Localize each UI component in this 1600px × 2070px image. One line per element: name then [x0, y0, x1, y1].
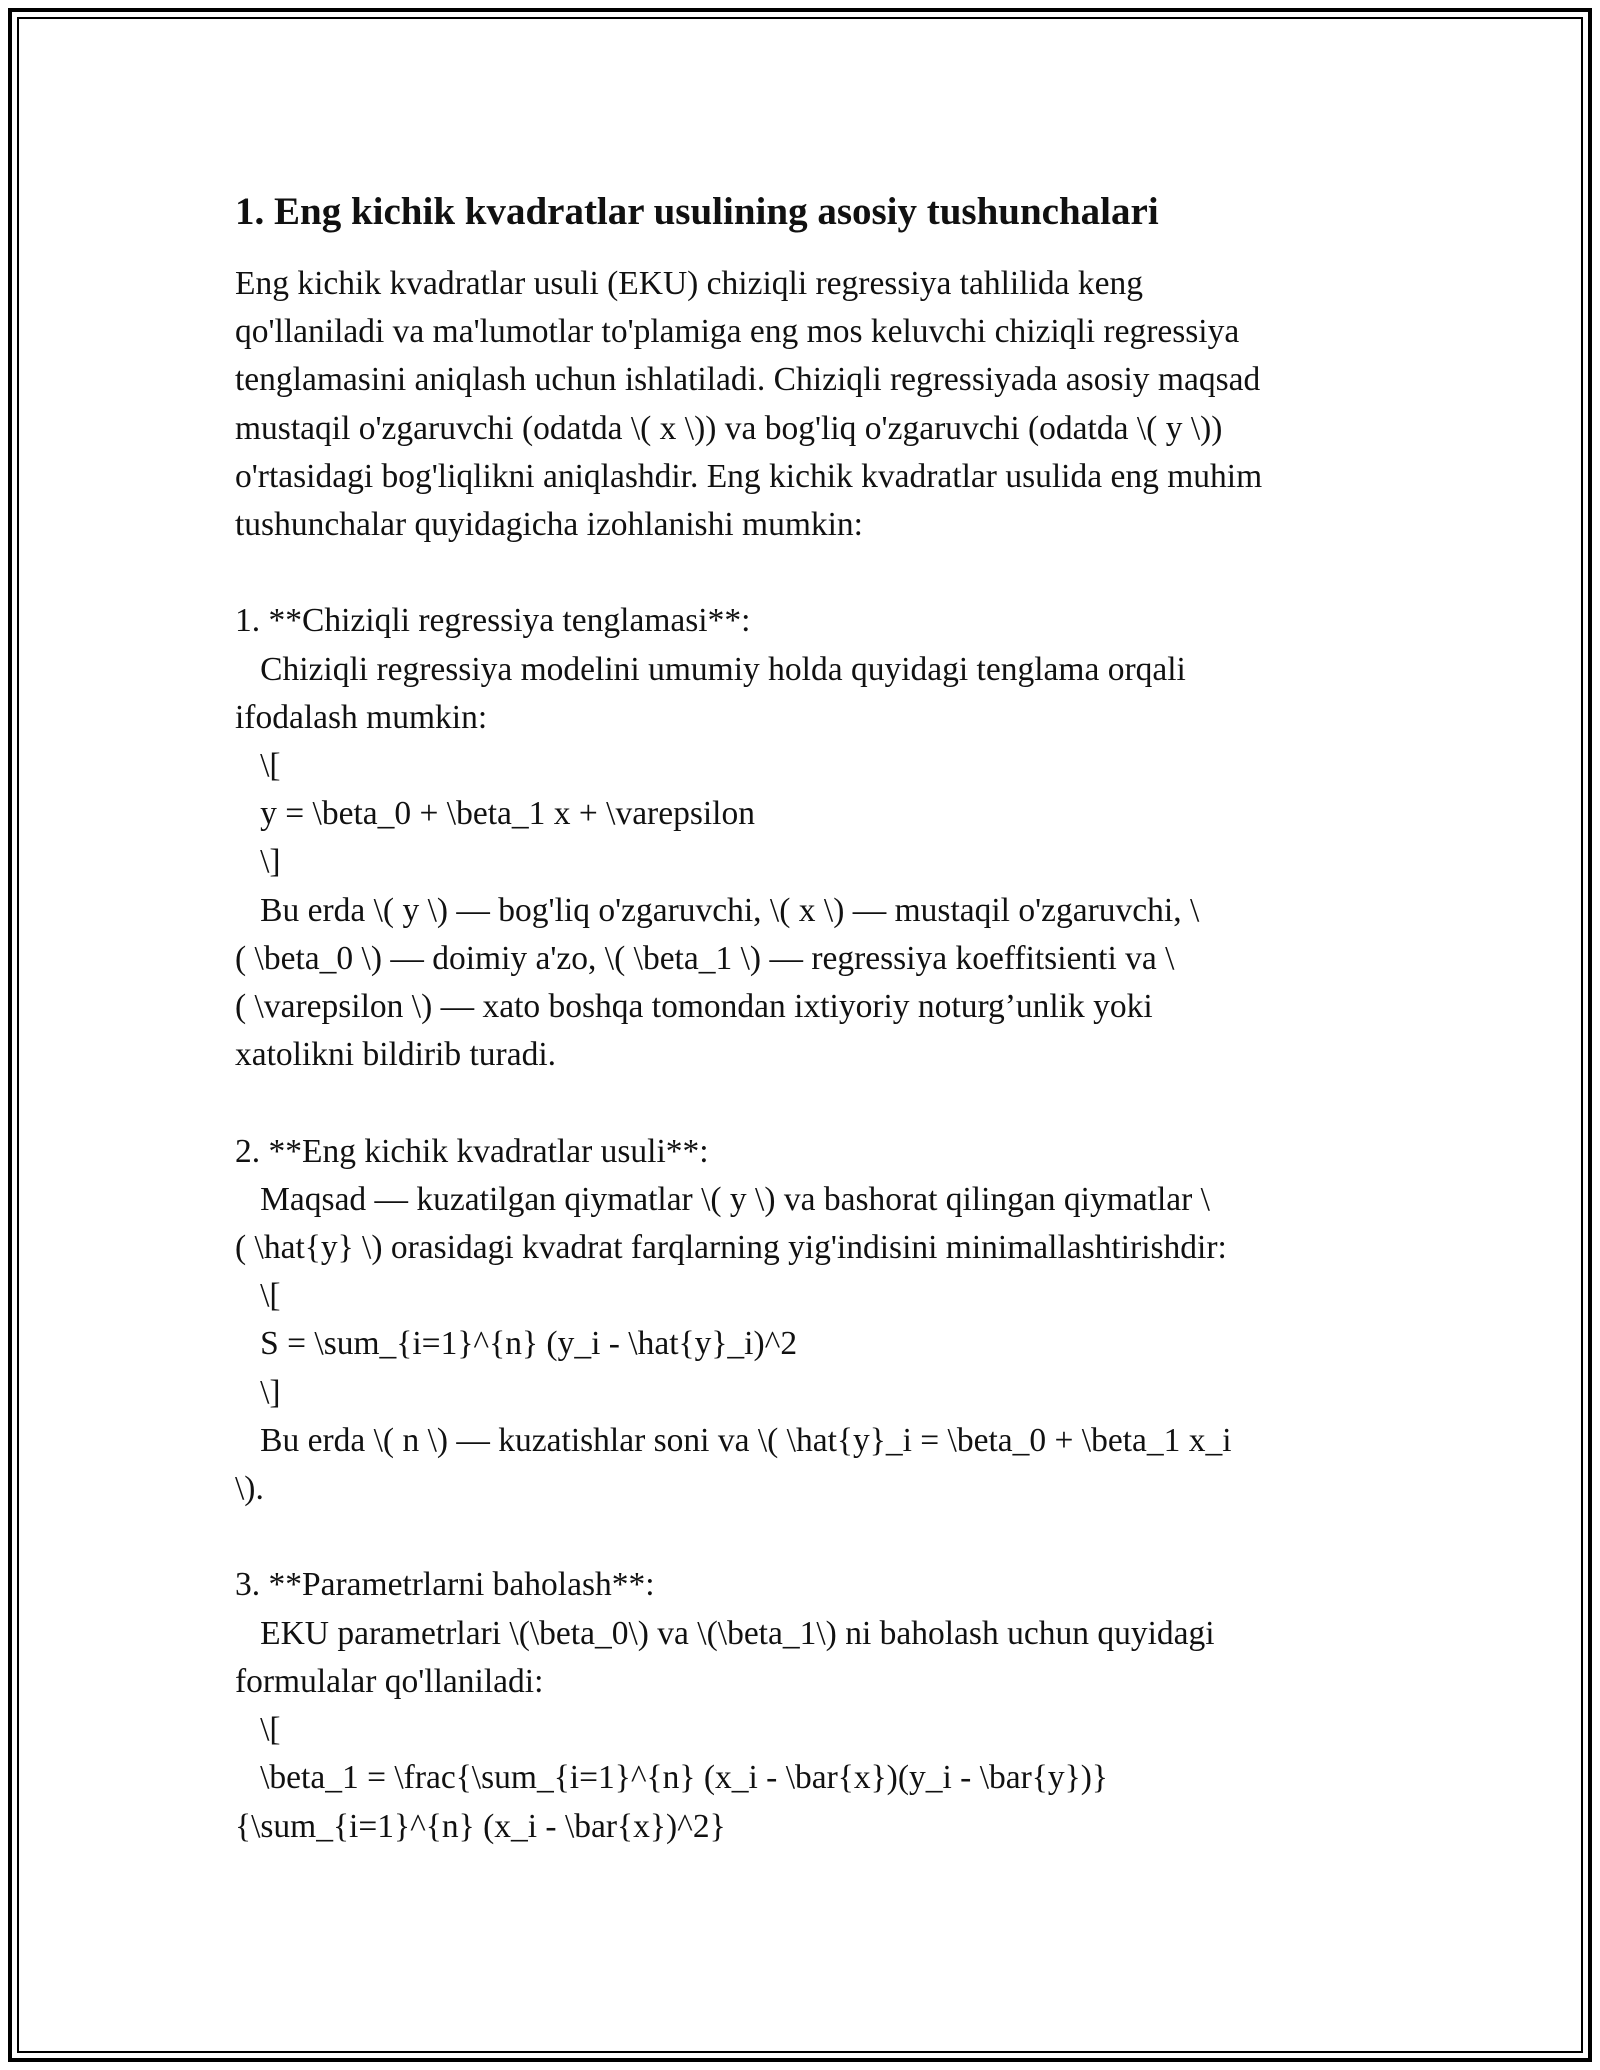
- section-title: 1. Eng kichik kvadratlar usulining asosiy tushunchalari: [235, 190, 1159, 233]
- section-body: Eng kichik kvadratlar usuli (EKU) chiziqli regressiya tahlilida keng qo'llaniladi va ma'lumotlar to'plamiga eng mos keluvchi chiziqli regressiya tenglamasini aniqlash uchun ishlatiladi. Chiziqli regressiyada asosiy maqsad mustaqil o'zgaruvchi (odatda \( x \)) va bog'liq o'zgaruvchi (odatda \( y \)) o'rtasidagi bog'liqlikni aniqlashdir. Eng kichik kvadratlar usulida eng muhim tushunchalar quyidagicha izohlanishi mumkin: 1. **Chiziqli regressiya tenglamasi**: Chiziqli regressiya modelini umumiy holda quyidagi tenglama orqali ifodalash mumkin: \[ y = \beta_0 + \beta_1 x + \varepsilon \] Bu erda \( y \) — bog'liq o'zgaruvchi, \( x \) — mustaqil o'zgaruvchi, \ ( \beta_0 \) — doimiy a'zo, \( \beta_1 \) — regressiya koeffitsienti va \ ( \varepsilon \) — xato boshqa tomondan ixtiyoriy noturg’unlik yoki xatolikni bildirib turadi. 2. **Eng kichik kvadratlar usuli**: Maqsad — kuzatilgan qiymatlar \( y \) va bashorat qilingan qiymatlar \ ( \hat{y} \) orasidagi kvadrat farqlarning yig'indisini minimallashtirishdir: \[ S = \sum_{i=1}^{n} (y_i - \hat{y}_i)^2 \] Bu erda \( n \) — kuzatishlar soni va \( \hat{y}_i = \beta_0 + \beta_1 x_i \). 3. **Parametrlarni baholash**: EKU parametrlari \(\beta_0\) va \(\beta_1\) ni baholash uchun quyidagi formulalar qo'llaniladi: \[ \beta_1 = \frac{\sum_{i=1}^{n} (x_i - \bar{x})(y_i - \bar{y})} {\sum_{i=1}^{n} (x_i - \bar{x})^2}: [235, 265, 1263, 1845]
- document-content: [235, 186, 1375, 1851]
